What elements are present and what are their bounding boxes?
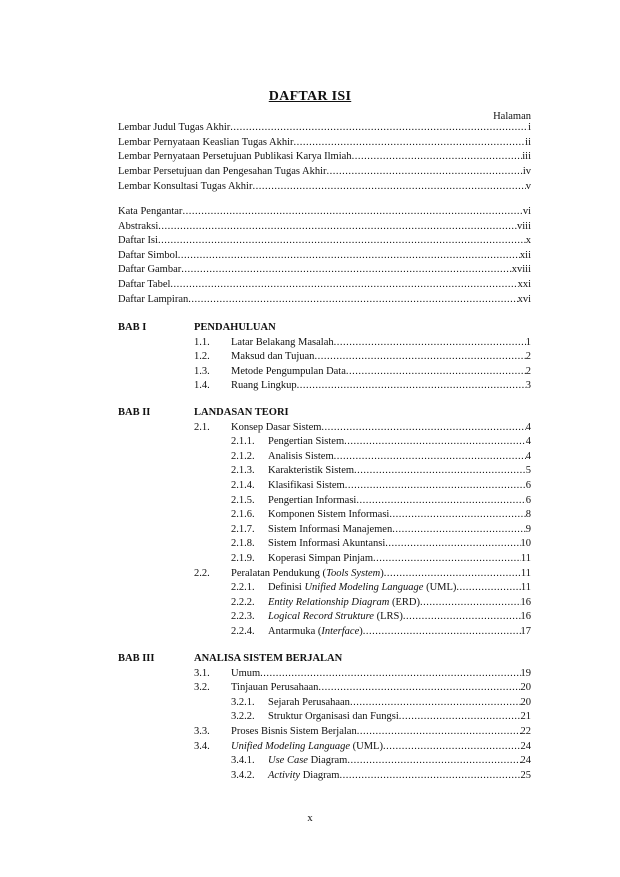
entry-label: Daftar Simbol [118,249,178,261]
toc-row [268,450,531,464]
entry-number: 3.2.1. [231,696,255,708]
toc-row [268,754,531,768]
chapter-label: BAB II [118,407,151,418]
entry-number: 3.3. [194,726,210,737]
dot-leader [399,710,521,723]
entry-page: 10 [520,538,531,550]
entry-number: 2.2.1. [231,582,255,594]
entry-label-post: Diagram [300,769,340,781]
toc-row [118,136,531,150]
dot-leader [252,180,525,193]
entry-page: 24 [520,755,531,767]
dot-leader [334,450,526,463]
chapter-label: BAB III [118,653,155,664]
entry-label-post: (ERD) [389,596,420,608]
entry-label [268,581,456,594]
chapter-title: ANALISA SISTEM BERJALAN [194,653,343,664]
entry-page: 20 [520,682,531,694]
entry-label: Struktur Organisasi dan Fungsi [268,711,399,723]
entry-page: 2 [525,365,531,377]
toc-row [231,725,531,739]
toc-row [231,567,531,581]
dot-leader [389,508,525,521]
entry-label-italic: Entity Relationship Diagram [268,596,390,608]
entry-page: 8 [525,509,531,521]
chapter-title: LANDASAN TEORI [194,407,289,418]
dot-leader [182,205,522,218]
entry-page: 4 [525,421,531,433]
dot-leader [354,464,526,477]
dot-leader [363,625,521,638]
dot-leader [385,537,520,550]
entry-number: 2.1.6. [231,509,255,521]
entry-label-post: Diagram [307,755,348,767]
entry-number: 2.2.2. [231,596,255,608]
dot-leader [314,350,525,363]
dot-leader [327,165,523,178]
entry-label [268,596,420,609]
entry-label-italic: Use Case [268,755,308,767]
entry-number: 3.2. [194,682,210,694]
entry-page: 6 [525,480,531,491]
page-number: x [307,813,313,824]
entry-page: 9 [525,523,531,535]
entry-label: Ruang Lingkup [231,380,297,392]
dot-leader [188,293,517,306]
toc-row [268,696,531,710]
entry-label: Lembar Judul Tugas Akhir [118,122,231,133]
entry-label: Tinjauan Perusahaan [231,682,319,694]
entry-label-post: (UML) [423,582,457,594]
page-title: DAFTAR ISI [268,89,352,104]
entry-page: xviii [511,264,531,276]
dot-leader [392,523,526,536]
entry-label [268,754,347,767]
toc-row [118,220,531,234]
entry-label: Daftar Lampiran [118,293,189,305]
entry-label: Komponen Sistem Informasi [268,509,390,521]
entry-number: 2.1.9. [231,553,255,564]
dot-leader [339,769,520,782]
dot-leader [383,740,521,753]
entry-number: 2.2.4. [231,626,255,637]
entry-number: 1.4. [194,380,210,392]
entry-page: 25 [520,769,531,781]
toc-row [231,336,531,350]
toc-row [231,421,531,435]
entry-number: 3.4.2. [231,769,255,781]
dot-leader [344,435,526,448]
dot-leader [346,365,526,378]
dot-leader [178,249,520,262]
entry-label-italic: Unified Modeling Language [304,582,424,594]
entry-label: Pengertian Informasi [268,494,357,506]
entry-page: 19 [520,667,531,679]
dot-leader [373,552,521,565]
entry-page: 11 [520,553,531,564]
entry-label-post: (LRS) [373,611,403,623]
toc-row [118,121,531,135]
dot-leader [347,754,520,767]
dot-leader [356,494,525,507]
dot-leader [230,121,528,134]
toc-row [118,249,531,263]
entry-page: 24 [520,740,531,752]
entry-label-italic: Activity [268,769,301,781]
toc-row [118,205,531,219]
dot-leader [357,725,521,738]
dot-leader [403,610,521,623]
entry-number: 1.2. [194,351,210,363]
entry-page: xii [519,249,531,261]
toc-row [268,435,531,449]
dot-leader [352,150,523,163]
entry-page: ii [525,136,531,148]
dot-leader [350,696,521,709]
toc-row [231,365,531,379]
entry-page: 5 [525,465,531,477]
entry-number: 2.2.3. [231,611,255,623]
entry-number: 2.1.5. [231,494,255,506]
toc-row [118,263,531,277]
toc-row [268,494,531,508]
toc-row [231,379,531,393]
entry-number: 3.2.2. [231,711,255,723]
entry-label-pre: Definisi [268,582,305,594]
entry-number: 2.1.7. [231,523,255,535]
entry-label: Kata Pengantar [118,206,183,217]
dot-leader [294,136,526,149]
dot-leader [345,479,526,492]
toc-row [268,552,531,566]
toc-row [268,625,531,639]
entry-page: 3 [525,380,531,392]
entry-number: 2.1.2. [231,450,255,462]
entry-label: Metode Pengumpulan Data [231,365,346,377]
entry-number: 3.1. [194,667,210,679]
entry-label: Pengertian Sistem [268,436,345,448]
dot-leader [420,596,521,609]
entry-label: Lembar Persetujuan dan Pengesahan Tugas Akhir [118,166,327,178]
entry-page: x [525,235,531,247]
dot-leader [170,278,517,291]
entry-label-post: (UML) [350,740,383,752]
entry-label [268,610,403,623]
toc-row [268,464,531,478]
entry-page: xxi [517,279,531,290]
entry-label [231,567,384,580]
dot-leader [456,581,520,594]
toc-row [231,350,531,364]
entry-page: viii [516,220,531,232]
entry-page: 11 [520,567,531,579]
dot-leader [260,667,520,680]
entry-label: Umum [231,667,261,679]
chapter-title: PENDAHULUAN [194,322,276,333]
entry-label: Sejarah Perusahaan [268,696,350,708]
entry-label: Analisis Sistem [268,450,334,462]
toc-row [231,681,531,695]
entry-label: Abstraksi [118,220,159,232]
entry-label [231,740,383,753]
dot-leader [384,567,521,580]
entry-number: 2.1.3. [231,465,255,477]
toc-row [118,150,531,164]
entry-page: vi [522,206,531,217]
entry-label: Daftar Gambar [118,264,182,276]
dot-leader [318,681,520,694]
entry-number: 2.2. [194,567,210,579]
entry-page: 6 [525,494,531,506]
toc-row [268,710,531,724]
toc-row [268,610,531,624]
entry-label: Klasifikasi Sistem [268,480,345,491]
entry-page: 16 [520,596,531,608]
entry-label: Proses Bisnis Sistem Berjalan [231,726,357,737]
entry-label-pre: Peralatan Pendukung ( [231,567,327,579]
entry-number: 2.1.4. [231,480,255,491]
entry-page: 17 [520,626,531,637]
entry-page: xvi [517,293,531,305]
entry-page: iii [522,151,531,163]
dot-leader [158,234,526,247]
entry-page: v [525,180,531,192]
entry-page: 4 [525,450,531,462]
entry-page: 22 [520,726,531,737]
entry-label: Lembar Konsultasi Tugas Akhir [118,180,253,192]
entry-page: 20 [520,696,531,708]
toc-row [268,508,531,522]
toc-row [268,537,531,551]
toc-row [118,234,531,248]
entry-label: Konsep Dasar Sistem [231,421,322,433]
toc-row [118,180,531,194]
dot-leader [181,263,511,276]
entry-label-post: ) [359,626,363,637]
entry-label: Daftar Isi [118,235,158,247]
entry-number: 2.1. [194,421,210,433]
halaman-label: Halaman [493,111,531,122]
entry-label: Latar Belakang Masalah [231,336,334,348]
entry-page: i [528,122,531,133]
toc-row [268,479,531,493]
toc-row [118,165,531,179]
toc-row [231,667,531,681]
entry-page: 21 [520,711,531,723]
toc-row [118,293,531,307]
dot-leader [334,336,526,349]
entry-label: Sistem Informasi Akuntansi [268,538,386,550]
entry-number: 2.1.8. [231,538,255,550]
entry-label: Lembar Pernyataan Keaslian Tugas Akhir [118,136,294,148]
entry-label: Koperasi Simpan Pinjam [268,553,373,564]
entry-number: 1.3. [194,365,210,377]
entry-label-italic: Logical Record Strukture [268,611,374,623]
entry-page: 2 [525,351,531,363]
entry-label: Daftar Tabel [118,279,171,290]
entry-label-pre: Antarmuka ( [268,626,322,637]
dot-leader [297,379,526,392]
entry-label [268,769,339,782]
entry-number: 3.4.1. [231,755,255,767]
toc-row [231,740,531,754]
entry-number: 1.1. [194,336,210,348]
toc-row [268,769,531,783]
entry-label-italic: Interface [321,626,360,637]
toc-row [268,523,531,537]
entry-page: 1 [525,336,531,348]
entry-page: 16 [520,611,531,623]
entry-label: Lembar Pernyataan Persetujuan Publikasi Karya Ilmiah [118,151,352,163]
entry-page: iv [522,166,531,178]
dot-leader [158,220,517,233]
entry-page: 4 [525,436,531,448]
entry-label-italic: Tools System [326,567,381,579]
entry-number: 3.4. [194,740,210,752]
entry-label-post: ) [380,567,384,579]
entry-label: Karakteristik Sistem [268,465,355,477]
toc-row [118,278,531,292]
toc-row [268,581,531,595]
entry-label: Sistem Informasi Manajemen [268,523,393,535]
toc-row [268,596,531,610]
entry-label: Maksud dan Tujuan [231,351,315,363]
chapter-label: BAB I [118,322,147,333]
entry-label [268,625,363,638]
dot-leader [321,421,525,434]
entry-number: 2.1.1. [231,436,255,448]
entry-page: 11 [520,582,531,594]
entry-label-italic: Unified Modeling Language [231,740,350,752]
